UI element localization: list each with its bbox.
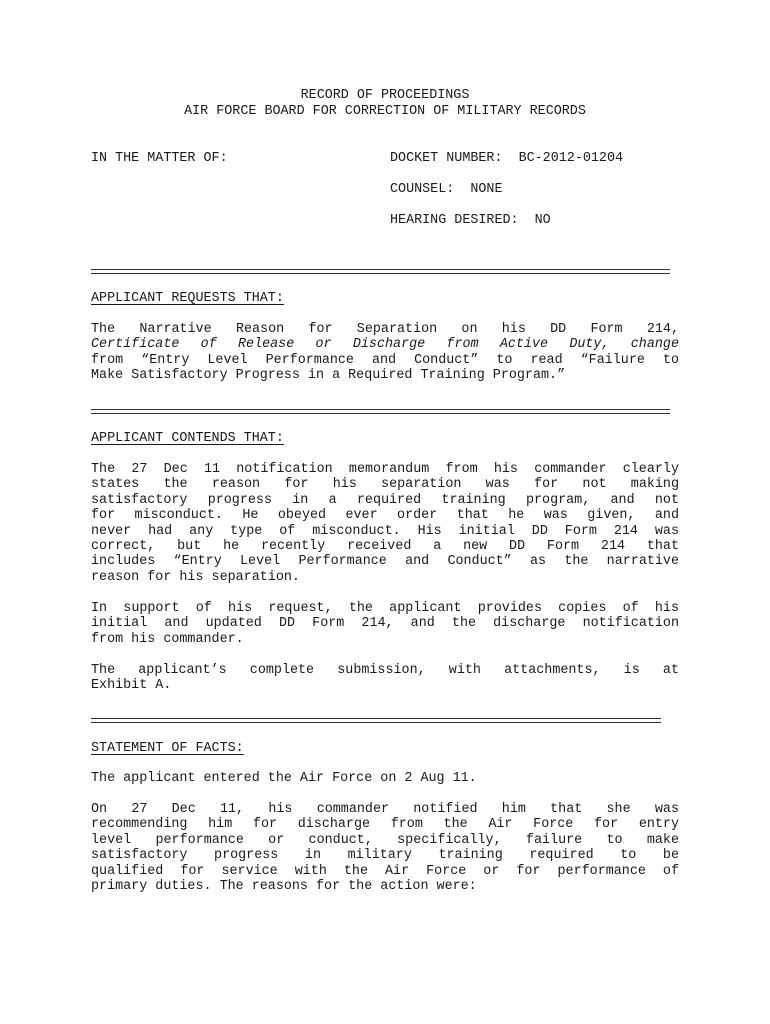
paragraph-line: In support of his request, the applicant provides copies of his (91, 601, 679, 616)
requests-line-3: from “Entry Level Performance and Conduct” to read “Failure to (91, 352, 679, 368)
paragraph-line: Exhibit A. (91, 678, 172, 694)
paragraph-line: recommending him for discharge from the Air Force for entry (91, 817, 679, 833)
paragraph-line: from his commander. (91, 631, 244, 647)
section-divider (91, 269, 670, 274)
section-divider (91, 409, 670, 414)
paragraph-line: satisfactory progress in military training required to be (91, 848, 679, 864)
paragraph-line: for misconduct. He obeyed ever order that he was given, and (91, 508, 679, 524)
paragraph-line: never had any type of misconduct. His initial DD Form 214 was (91, 523, 679, 539)
paragraph-line: states the reason for his separation was for not making (91, 477, 679, 493)
paragraph-line: qualified for service with the Air Force or for performance of (91, 863, 679, 879)
contends-paragraph-1 (91, 462, 679, 585)
facts-paragraph-2 (91, 802, 679, 894)
facts-heading: STATEMENT OF FACTS: (91, 741, 244, 756)
paragraph-line: satisfactory progress in a required training program, and not (91, 492, 679, 508)
paragraph-line: On 27 Dec 11, his commander notified him that she was (91, 802, 679, 817)
form-title-italic: Certificate of Release or Discharge from Active Duty, change (91, 337, 679, 353)
paragraph-line: correct, but he recently received a new DD Form 214 that (91, 538, 679, 554)
paragraph-line: The applicant’s complete submission, with attachments, is at (91, 663, 679, 678)
paragraph-line: reason for his separation. (91, 569, 300, 585)
docket-number: DOCKET NUMBER: BC-2012-01204 (390, 151, 624, 166)
requests-paragraph (91, 322, 679, 384)
contends-paragraph-2 (91, 601, 679, 647)
contends-paragraph-3 (91, 663, 679, 694)
header-title: RECORD OF PROCEEDINGS (300, 88, 470, 103)
requests-heading: APPLICANT REQUESTS THAT: (91, 291, 284, 306)
facts-paragraph-1: The applicant entered the Air Force on 2 Aug 11. (91, 771, 477, 786)
paragraph-line: primary duties. The reasons for the action were: (91, 878, 477, 894)
requests-line-2 (91, 337, 679, 352)
counsel: COUNSEL: NONE (390, 182, 503, 197)
paragraph-line: initial and updated DD Form 214, and the discharge notification (91, 616, 679, 632)
header-subtitle: AIR FORCE BOARD FOR CORRECTION OF MILITARY RECORDS (184, 103, 586, 119)
section-divider (91, 718, 661, 723)
contends-heading: APPLICANT CONTENDS THAT: (91, 431, 284, 446)
paragraph-line: The 27 Dec 11 notification memorandum from his commander clearly (91, 462, 679, 477)
paragraph-line: includes “Entry Level Performance and Conduct” as the narrative (91, 554, 679, 570)
matter-label: IN THE MATTER OF: (91, 151, 228, 166)
requests-line-1: The Narrative Reason for Separation on his DD Form 214, (91, 322, 679, 337)
document-header (0, 88, 770, 119)
hearing-desired: HEARING DESIRED: NO (390, 213, 551, 228)
requests-line-4: Make Satisfactory Progress in a Required Training Program.” (91, 368, 566, 384)
paragraph-line: level performance or conduct, specifically, failure to make (91, 832, 679, 848)
